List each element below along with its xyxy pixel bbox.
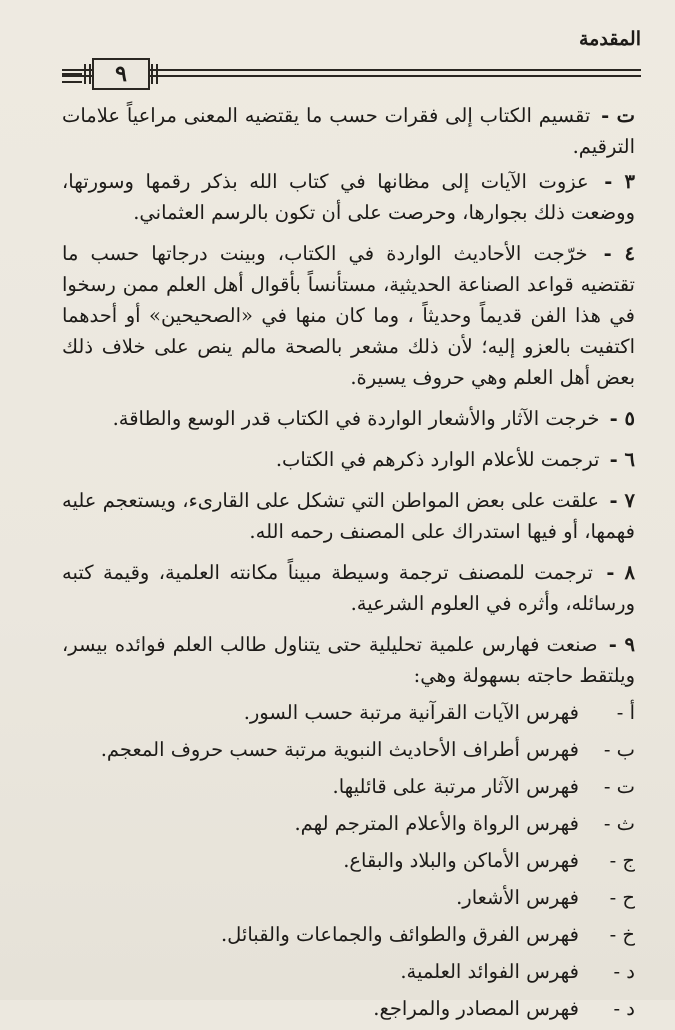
body-text bbox=[62, 100, 635, 1030]
list-item-text: فهرس الآثار مرتبة على قائليها. bbox=[332, 775, 579, 798]
paragraph-text: علقت على بعض المواطن التي تشكل على القارىء، ويستعجم عليه فهمها، أو فيها استدراك على المصنف رحمه الله. bbox=[62, 489, 635, 543]
paragraph-text: ترجمت للأعلام الوارد ذكرهم في الكتاب. bbox=[275, 448, 600, 471]
list-item bbox=[62, 845, 635, 882]
list-item-letter: د - bbox=[613, 960, 635, 983]
list-item bbox=[62, 882, 635, 919]
list-item-letter: ت - bbox=[603, 775, 635, 798]
paragraph bbox=[62, 100, 635, 162]
list-item-letter: ب - bbox=[603, 738, 635, 761]
paragraph-text: صنعت فهارس علمية تحليلية حتى يتناول طالب العلم فوائده بيسر، ويلتقط حاجته بسهولة وهي: bbox=[62, 633, 635, 687]
list-item-letter: د - bbox=[613, 997, 635, 1020]
list-item-text: فهرس الأشعار. bbox=[456, 886, 579, 909]
paragraph bbox=[62, 485, 635, 547]
paragraph bbox=[62, 166, 635, 228]
paragraph bbox=[62, 444, 635, 475]
item-number: ٣ - bbox=[604, 170, 635, 193]
list-item-text: فهرس الفوائد العلمية. bbox=[400, 960, 579, 983]
list-item bbox=[62, 919, 635, 956]
list-item-letter: ح - bbox=[609, 886, 635, 909]
index-list bbox=[62, 697, 635, 1030]
paragraph bbox=[62, 238, 635, 393]
paragraph bbox=[62, 403, 635, 434]
list-item bbox=[62, 734, 635, 771]
item-number: ٨ - bbox=[606, 561, 635, 584]
list-item bbox=[62, 771, 635, 808]
item-number: ت - bbox=[601, 104, 635, 127]
list-item-text: فهرس المصادر والمراجع. bbox=[373, 997, 579, 1020]
list-item-letter: ث - bbox=[603, 812, 635, 835]
list-item bbox=[62, 808, 635, 845]
paragraph bbox=[62, 557, 635, 619]
list-item bbox=[62, 697, 635, 734]
paragraph-text: عزوت الآيات إلى مظانها في كتاب الله بذكر رقمها وسورتها، ووضعت ذلك بجوارها، وحرصت على أن تكون بالرسم العثماني. bbox=[62, 170, 635, 224]
paragraph-text: خرجت الآثار والأشعار الواردة في الكتاب قدر الوسع والطاقة. bbox=[112, 407, 600, 430]
list-item-letter: خ - bbox=[609, 923, 635, 946]
list-item-text: فهرس الأماكن والبلاد والبقاع. bbox=[343, 849, 579, 872]
list-item-letter: أ - bbox=[616, 701, 635, 724]
list-item-text: فهرس الرواة والأعلام المترجم لهم. bbox=[294, 812, 579, 835]
item-number: ٤ - bbox=[603, 242, 635, 265]
running-title: المقدمة bbox=[578, 28, 641, 50]
paragraph-text: خرّجت الأحاديث الواردة في الكتاب، وبينت درجاتها حسب ما تقتضيه قواعد الصناعة الحديثية، مستأنساً بأقوال أهل العلم ممن رسخوا في هذا الفن قديماً وحديثاً ، وما كان منها في «الصحيحين» أو أحدهما اكتفيت بالعزو إليه؛ لأن ذلك مشعر بالصحة مالم ينص على خلاف ذلك بعض أهل العلم وهي حروف يسيرة. bbox=[62, 242, 635, 389]
item-number: ٥ - bbox=[609, 407, 635, 430]
list-item-letter: ج - bbox=[609, 849, 635, 872]
paragraph bbox=[62, 629, 635, 691]
paragraph-text: ترجمت للمصنف ترجمة وسيطة مبيناً مكانته العلمية، وقيمة كتبه ورسائله، وأثره في العلوم الشرعية. bbox=[62, 561, 635, 615]
list-item bbox=[62, 956, 635, 993]
item-number: ٧ - bbox=[609, 489, 635, 512]
list-item-text: فهرس الفرق والطوائف والجماعات والقبائل. bbox=[220, 923, 579, 946]
page-number: ٩ bbox=[92, 58, 150, 90]
item-number: ٦ - bbox=[609, 448, 635, 471]
header-rule-ornament bbox=[62, 73, 82, 83]
list-item-text: فهرس أطراف الأحاديث النبوية مرتبة حسب حروف المعجم. bbox=[100, 738, 579, 761]
paragraph-text: تقسيم الكتاب إلى فقرات حسب ما يقتضيه المعنى مراعياً علامات الترقيم. bbox=[62, 104, 635, 158]
list-item bbox=[62, 993, 635, 1030]
list-item-text: فهرس الآيات القرآنية مرتبة حسب السور. bbox=[243, 701, 579, 724]
item-number: ٩ - bbox=[608, 633, 635, 656]
